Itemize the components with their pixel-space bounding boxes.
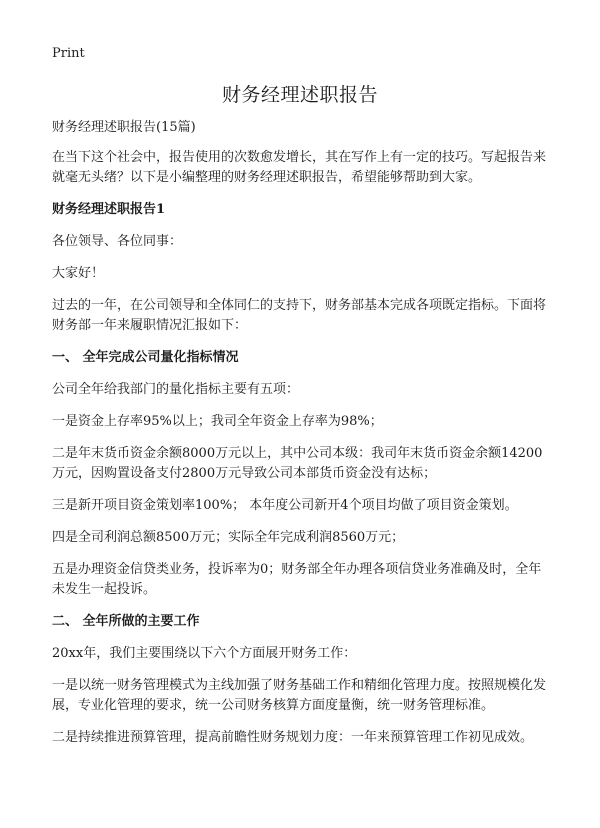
body-paragraph: 公司全年给我部门的量化指标主要有五项： [52, 382, 300, 397]
part-heading: 一、 全年完成公司量化指标情况 [52, 350, 239, 365]
article-body [52, 118, 552, 760]
list-item: 一是以统一财务管理模式为主线加强了财务基础工作和精细化管理力度。按照规模化发展，专业化管理的要求，统一公司财务核算方面度量衡，统一财务管理标准。 [52, 678, 547, 713]
body-paragraph: 20xx年，我们主要围绕以下六个方面展开财务工作： [52, 646, 357, 661]
list-item: 一是资金上存率95%以上；我司全年资金上存率为98%； [52, 414, 383, 429]
intro-paragraph: 在当下这个社会中，报告使用的次数愈发增长，其在写作上有一定的技巧。写起报告来就毫无头绪？以下是小编整理的财务经理述职报告，希望能够帮助到大家。 [52, 150, 547, 185]
greeting-line: 大家好！ [52, 266, 105, 281]
print-link[interactable]: Print [52, 46, 85, 61]
part-heading: 二、 全年所做的主要工作 [52, 614, 200, 629]
list-item: 二是年末货币资金余额8000万元以上，其中公司本级：我司年末货币资金余额14200万元，因购置设备支付2800万元导致公司本部货币资金没有达标； [52, 446, 543, 481]
article-subtitle: 财务经理述职报告(15篇) [52, 120, 196, 135]
section-heading: 财务经理述职报告1 [52, 202, 166, 217]
page-title: 财务经理述职报告 [221, 84, 378, 106]
body-paragraph: 过去的一年，在公司领导和全体同仁的支持下，财务部基本完成各项既定指标。下面将财务部一年来履职情况汇报如下： [52, 298, 547, 333]
list-item: 四是全司利润总额8500万元；实际全年完成利润8560万元； [52, 530, 405, 545]
list-item: 二是持续推进预算管理，提高前瞻性财务规划力度：一年来预算管理工作初见成效。 [52, 730, 534, 745]
greeting-line: 各位领导、各位同事： [52, 234, 183, 249]
list-item: 五是办理资金信贷类业务，投诉率为0；财务部全年办理各项信贷业务准确及时，全年未发生一起投诉。 [52, 562, 542, 597]
list-item: 三是新开项目资金策划率100%； 本年度公司新开4个项目均做了项目资金策划。 [52, 498, 518, 513]
